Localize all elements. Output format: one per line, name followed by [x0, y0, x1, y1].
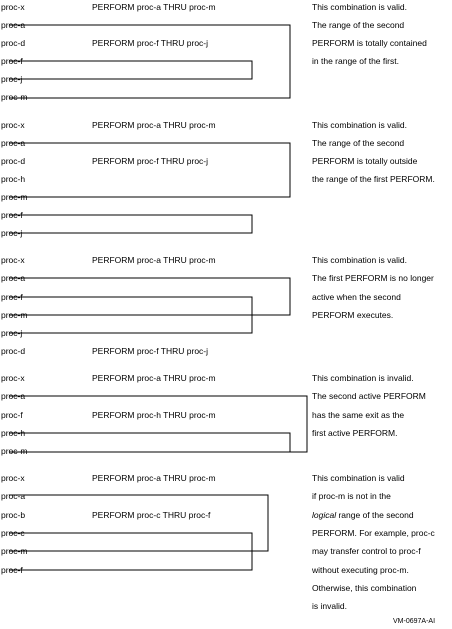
note-line: without executing proc-m. [312, 565, 409, 575]
perform-statement: PERFORM proc-a THRU proc-m [92, 473, 216, 483]
perform-statement: PERFORM proc-a THRU proc-m [92, 255, 216, 265]
inner-range-bracket [9, 215, 252, 233]
proc-label: proc-f [1, 292, 23, 302]
note-line: This combination is valid [312, 473, 405, 483]
proc-label: proc-m [1, 192, 28, 202]
proc-label: proc-j [1, 74, 23, 84]
note-line: PERFORM. For example, proc-c [312, 528, 435, 538]
proc-label: proc-h [1, 174, 26, 184]
proc-label: proc-a [1, 138, 26, 148]
proc-label: proc-m [1, 546, 28, 556]
perform-statement: PERFORM proc-h THRU proc-m [92, 410, 216, 420]
proc-label: proc-f [1, 410, 23, 420]
proc-label: proc-m [1, 446, 28, 456]
proc-label: proc-f [1, 210, 23, 220]
note-line: This combination is valid. [312, 255, 407, 265]
figure-id: VM-0697A-AI [393, 618, 436, 625]
note-line: active when the second [312, 292, 401, 302]
proc-label: proc-a [1, 20, 26, 30]
proc-label: proc-b [1, 510, 26, 520]
perform-statement: PERFORM proc-c THRU proc-f [92, 510, 211, 520]
note-line: This combination is valid. [312, 120, 407, 130]
proc-label: proc-m [1, 92, 28, 102]
proc-label: proc-a [1, 491, 26, 501]
proc-label: proc-x [1, 120, 25, 130]
proc-label: proc-x [1, 2, 25, 12]
proc-label: proc-j [1, 328, 23, 338]
proc-label: proc-a [1, 273, 26, 283]
perform-statement: PERFORM proc-f THRU proc-j [92, 156, 209, 166]
perform-statement: PERFORM proc-a THRU proc-m [92, 120, 216, 130]
proc-label: proc-h [1, 428, 26, 438]
note-line: This combination is invalid. [312, 373, 414, 383]
inner-range-bracket [9, 61, 252, 79]
note-line: This combination is valid. [312, 2, 407, 12]
note-text: range of the second [336, 510, 414, 520]
emphasized-word: logical [312, 510, 337, 520]
note-line [312, 510, 414, 520]
proc-label: proc-x [1, 255, 25, 265]
proc-label: proc-j [1, 228, 23, 238]
outer-range-bracket [9, 143, 290, 197]
proc-label: proc-x [1, 473, 25, 483]
note-line: Otherwise, this combination [312, 583, 417, 593]
proc-label: proc-d [1, 156, 26, 166]
perform-statement: PERFORM proc-f THRU proc-j [92, 346, 209, 356]
perform-statement: PERFORM proc-a THRU proc-m [92, 373, 216, 383]
outer-range-bracket [9, 495, 268, 551]
proc-label: proc-x [1, 373, 25, 383]
note-line: in the range of the first. [312, 56, 399, 66]
note-line: is invalid. [312, 601, 347, 611]
note-line: the range of the first PERFORM. [312, 174, 435, 184]
outer-range-bracket [9, 396, 307, 452]
note-line: The first PERFORM is no longer [312, 273, 434, 283]
proc-label: proc-m [1, 310, 28, 320]
note-line: has the same exit as the [312, 410, 405, 420]
note-line: first active PERFORM. [312, 428, 398, 438]
note-line: PERFORM executes. [312, 310, 394, 320]
inner-range-bracket [9, 433, 290, 452]
proc-label: proc-d [1, 346, 26, 356]
note-line: may transfer control to proc-f [312, 546, 421, 556]
note-line: The range of the second [312, 138, 405, 148]
perform-statement: PERFORM proc-f THRU proc-j [92, 38, 209, 48]
proc-label: proc-f [1, 565, 23, 575]
note-line: The range of the second [312, 20, 405, 30]
note-line: if proc-m is not in the [312, 491, 391, 501]
proc-label: proc-a [1, 391, 26, 401]
note-line: PERFORM is totally outside [312, 156, 418, 166]
note-line: PERFORM is totally contained [312, 38, 427, 48]
proc-label: proc-c [1, 528, 25, 538]
perform-statement: PERFORM proc-a THRU proc-m [92, 2, 216, 12]
proc-label: proc-f [1, 56, 23, 66]
note-line: The second active PERFORM [312, 391, 426, 401]
proc-label: proc-d [1, 38, 26, 48]
